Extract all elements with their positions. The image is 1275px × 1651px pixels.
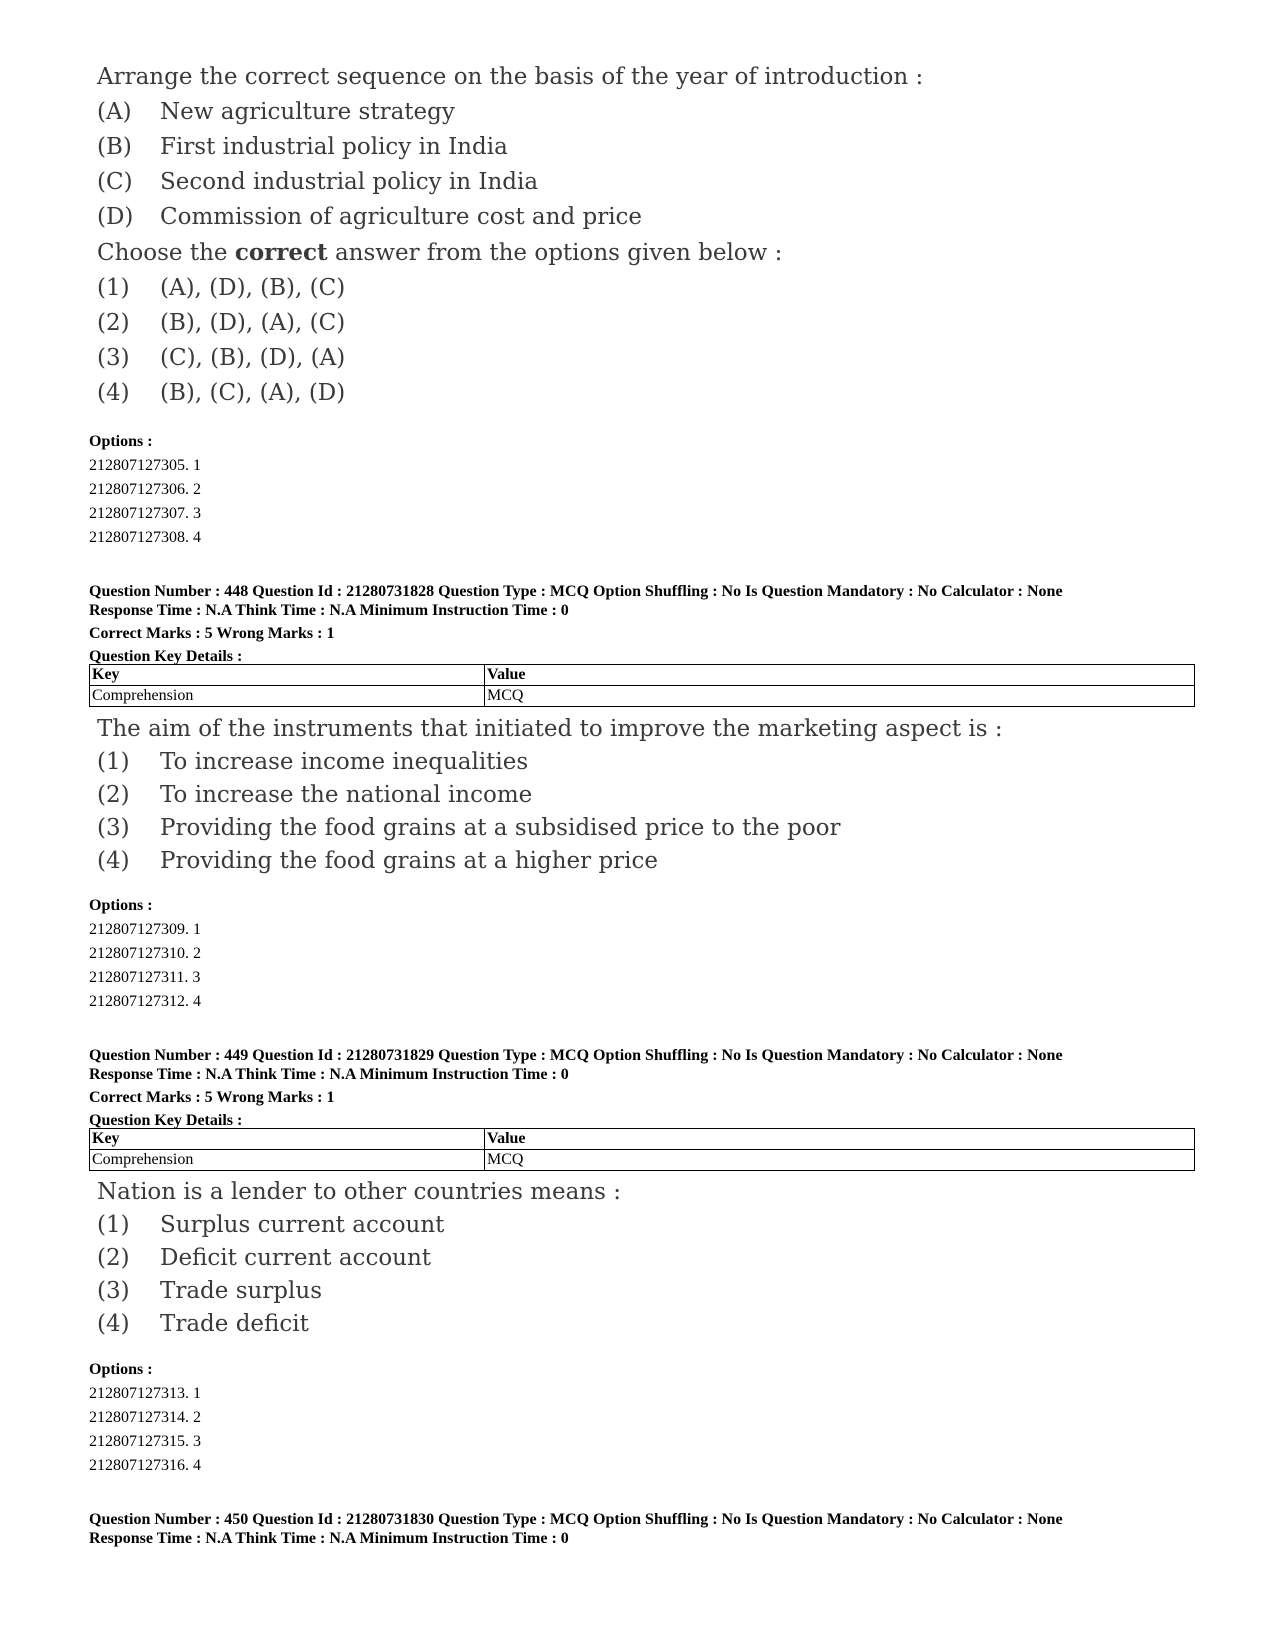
table-header-value: Value (485, 665, 1195, 686)
q448-choice: (2) To increase the national income (97, 782, 533, 808)
q448-choice: (1) To increase income inequalities (97, 749, 529, 775)
table-header-row (90, 665, 1195, 686)
question-key-details-label: Question Key Details : (89, 1112, 243, 1129)
q449-choice: (4) Trade deficit (97, 1311, 309, 1337)
question-meta-line: Question Number : 450 Question Id : 21280731830 Question Type : MCQ Option Shuffling : No Is Question Mandatory : No Calculator : None (89, 1511, 1063, 1528)
option-item: 212807127315. 3 (89, 1433, 201, 1450)
q449-question-image (97, 1176, 621, 1341)
q448-choice: (4) Providing the food grains at a higher price (97, 848, 659, 874)
q449-choice: (2) Deficit current account (97, 1245, 432, 1271)
option-item: 212807127311. 3 (89, 969, 201, 986)
table-row (90, 1150, 1195, 1171)
q448-stem: The aim of the instruments that initiated to improve the marketing aspect is : (97, 716, 1003, 742)
q447-instruction: Choose the correct answer from the options given below : (97, 239, 783, 266)
q449-choice: (3) Trade surplus (97, 1278, 322, 1304)
options-heading: Options : (89, 433, 153, 450)
question-meta-line: Question Number : 448 Question Id : 21280731828 Question Type : MCQ Option Shuffling : No Is Question Mandatory : No Calculator : None (89, 583, 1063, 600)
table-header-key: Key (90, 665, 485, 686)
q447-item: (A) New agriculture strategy (97, 99, 455, 125)
table-cell-key: Comprehension (90, 686, 485, 707)
question-meta-line: Response Time : N.A Think Time : N.A Minimum Instruction Time : 0 (89, 1066, 569, 1083)
option-item: 212807127308. 4 (89, 529, 201, 546)
option-item: 212807127314. 2 (89, 1409, 201, 1426)
q448-choice: (3) Providing the food grains at a subsidised price to the poor (97, 815, 841, 841)
table-header-row (90, 1129, 1195, 1150)
question-meta-line: Question Number : 449 Question Id : 21280731829 Question Type : MCQ Option Shuffling : No Is Question Mandatory : No Calculator : None (89, 1047, 1063, 1064)
options-heading: Options : (89, 897, 153, 914)
q448-key-table (89, 664, 1195, 707)
table-cell-value: MCQ (485, 1150, 1195, 1171)
options-heading: Options : (89, 1361, 153, 1378)
q447-choice: (1) (A), (D), (B), (C) (97, 275, 346, 301)
q447-question-image (97, 60, 923, 411)
q448-question-image (97, 713, 1003, 878)
option-item: 212807127306. 2 (89, 481, 201, 498)
q447-stem: Arrange the correct sequence on the basis of the year of introduction : (97, 64, 924, 90)
question-meta-line: Response Time : N.A Think Time : N.A Minimum Instruction Time : 0 (89, 602, 569, 619)
q447-item: (C) Second industrial policy in India (97, 169, 539, 195)
q449-choice: (1) Surplus current account (97, 1212, 445, 1238)
option-item: 212807127316. 4 (89, 1457, 201, 1474)
question-marks: Correct Marks : 5 Wrong Marks : 1 (89, 625, 335, 642)
option-item: 212807127307. 3 (89, 505, 201, 522)
q447-item: (B) First industrial policy in India (97, 134, 508, 160)
q447-choice: (4) (B), (C), (A), (D) (97, 380, 346, 406)
table-cell-key: Comprehension (90, 1150, 485, 1171)
table-header-key: Key (90, 1129, 485, 1150)
option-item: 212807127310. 2 (89, 945, 201, 962)
table-header-value: Value (485, 1129, 1195, 1150)
question-marks: Correct Marks : 5 Wrong Marks : 1 (89, 1089, 335, 1106)
q447-choice: (3) (C), (B), (D), (A) (97, 345, 346, 371)
question-key-details-label: Question Key Details : (89, 648, 243, 665)
q448-options (89, 894, 201, 1014)
q447-item: (D) Commission of agriculture cost and price (97, 204, 643, 230)
q448-meta (89, 582, 1063, 666)
option-item: 212807127313. 1 (89, 1385, 201, 1402)
q450-meta (89, 1510, 1063, 1548)
option-item: 212807127309. 1 (89, 921, 201, 938)
table-cell-value: MCQ (485, 686, 1195, 707)
option-item: 212807127312. 4 (89, 993, 201, 1010)
q447-options (89, 430, 201, 550)
q449-key-table (89, 1128, 1195, 1171)
question-meta-line: Response Time : N.A Think Time : N.A Minimum Instruction Time : 0 (89, 1530, 569, 1547)
q449-stem: Nation is a lender to other countries means : (97, 1179, 622, 1205)
q449-meta (89, 1046, 1063, 1130)
q449-options (89, 1358, 201, 1478)
option-item: 212807127305. 1 (89, 457, 201, 474)
q447-choice: (2) (B), (D), (A), (C) (97, 310, 346, 336)
table-row (90, 686, 1195, 707)
